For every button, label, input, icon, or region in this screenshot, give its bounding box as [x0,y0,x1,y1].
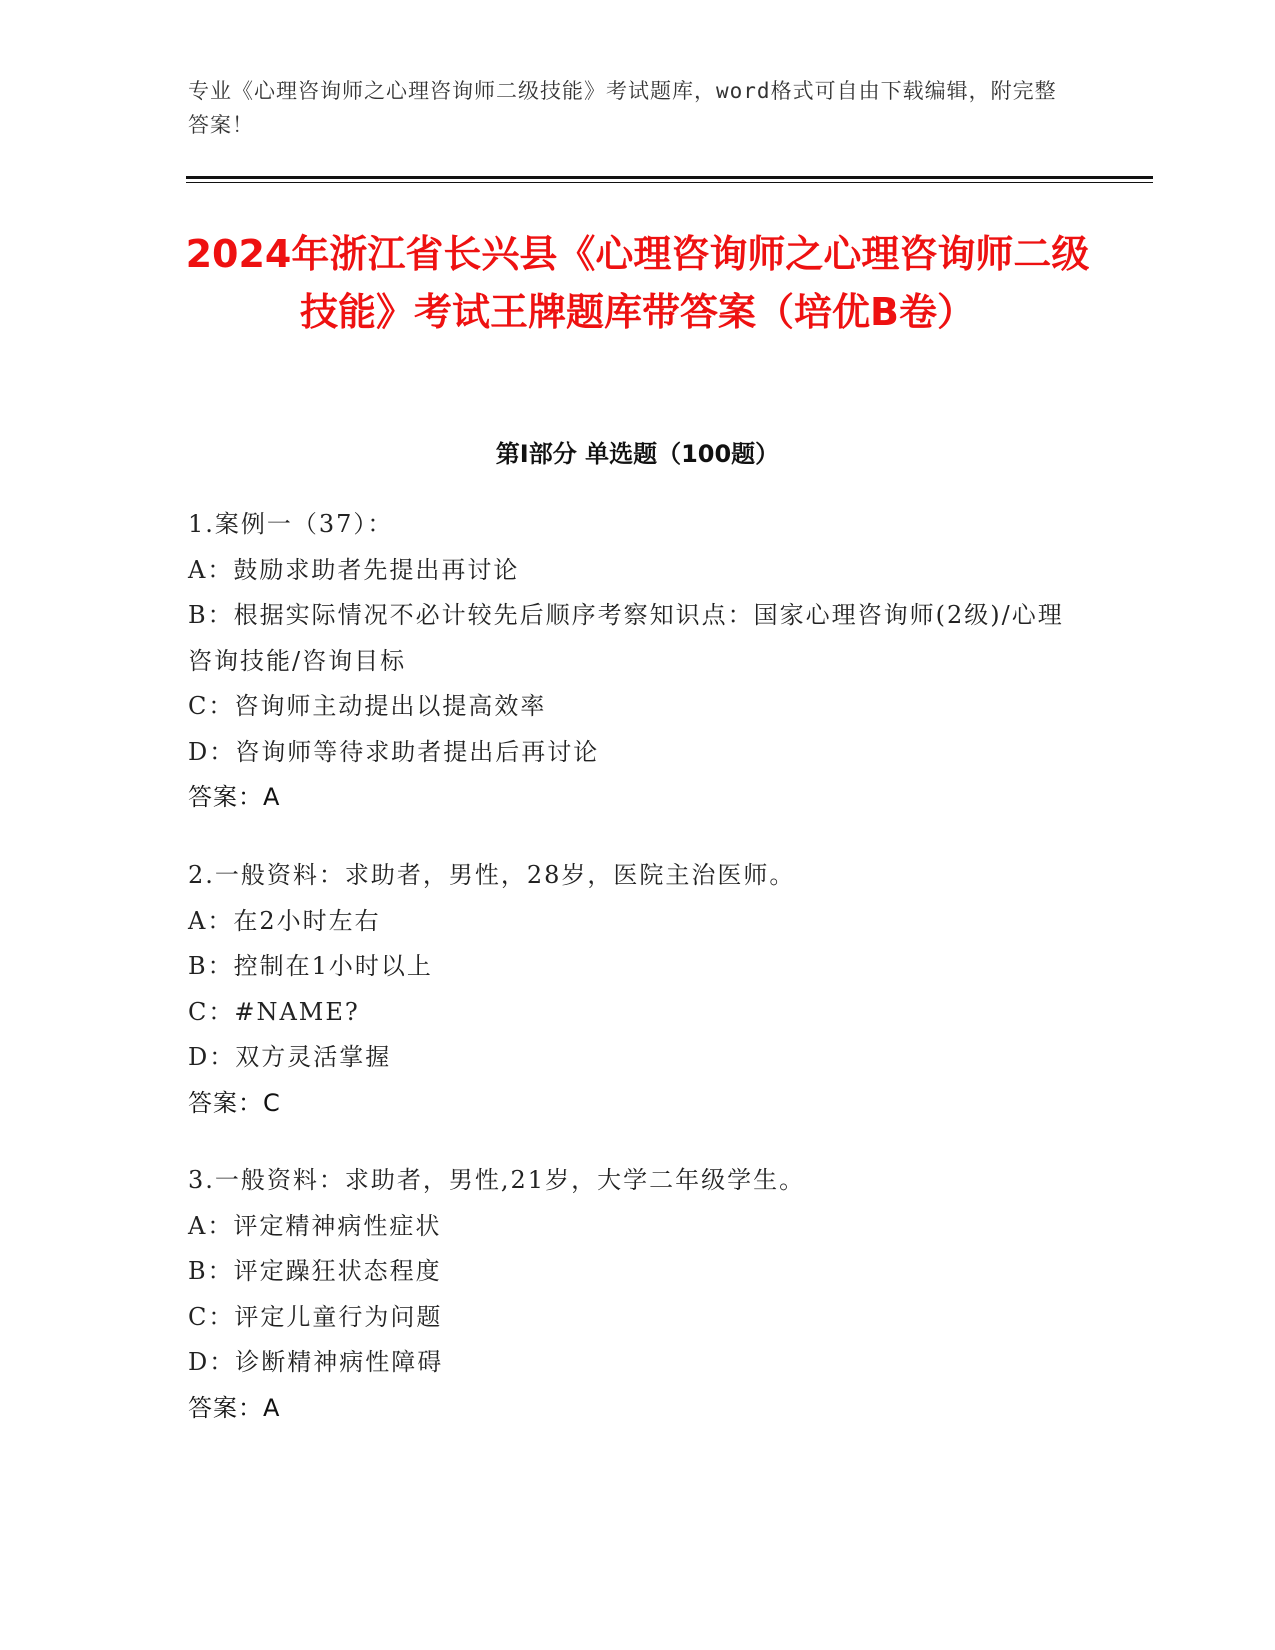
option-b: B：控制在1小时以上 [188,952,433,980]
header-divider-thin [186,182,1153,183]
option-b: B：根据实际情况不必计较先后顺序考察知识点：国家心理咨询师(2级)/心理咨询技能/咨询目标 [188,601,1064,675]
option-c: C：咨询师主动提出以提高效率 [188,692,547,720]
question-stem: 1.案例一（37）： [188,510,394,538]
question-2 [188,853,1088,1126]
option-c: C：评定儿童行为问题 [188,1302,443,1331]
option-a: A：评定精神病性症状 [188,1211,442,1240]
option-d: D：诊断精神病性障碍 [188,1348,444,1376]
option-b: B：评定躁狂状态程度 [188,1257,442,1285]
answer-label: 答案：A [188,1393,281,1422]
question-1 [188,502,1088,821]
option-a: A：在2小时左右 [188,906,381,935]
header-divider-thick [186,176,1153,179]
option-c: C：#NAME? [188,997,360,1026]
document-title: 2024年浙江省长兴县《心理咨询师之心理咨询师二级技能》考试王牌题库带答案（培优B卷） [185,232,1090,334]
question-stem: 3.一般资料：求助者，男性,21岁，大学二年级学生。 [188,1166,806,1194]
answer-label: 答案：A [188,783,281,811]
header-note: 专业《心理咨询师之心理咨询师二级技能》考试题库，word格式可自由下载编辑，附完整答案！ [188,79,1057,137]
question-3 [188,1158,1088,1431]
option-d: D：双方灵活掌握 [188,1043,392,1071]
option-d: D：咨询师等待求助者提出后再讨论 [188,737,600,766]
question-stem: 2.一般资料：求助者，男性，28岁，医院主治医师。 [188,861,796,889]
answer-label: 答案：C [188,1088,281,1117]
option-a: A：鼓励求助者先提出再讨论 [188,555,520,584]
section-title: 第I部分 单选题（100题） [495,440,780,468]
